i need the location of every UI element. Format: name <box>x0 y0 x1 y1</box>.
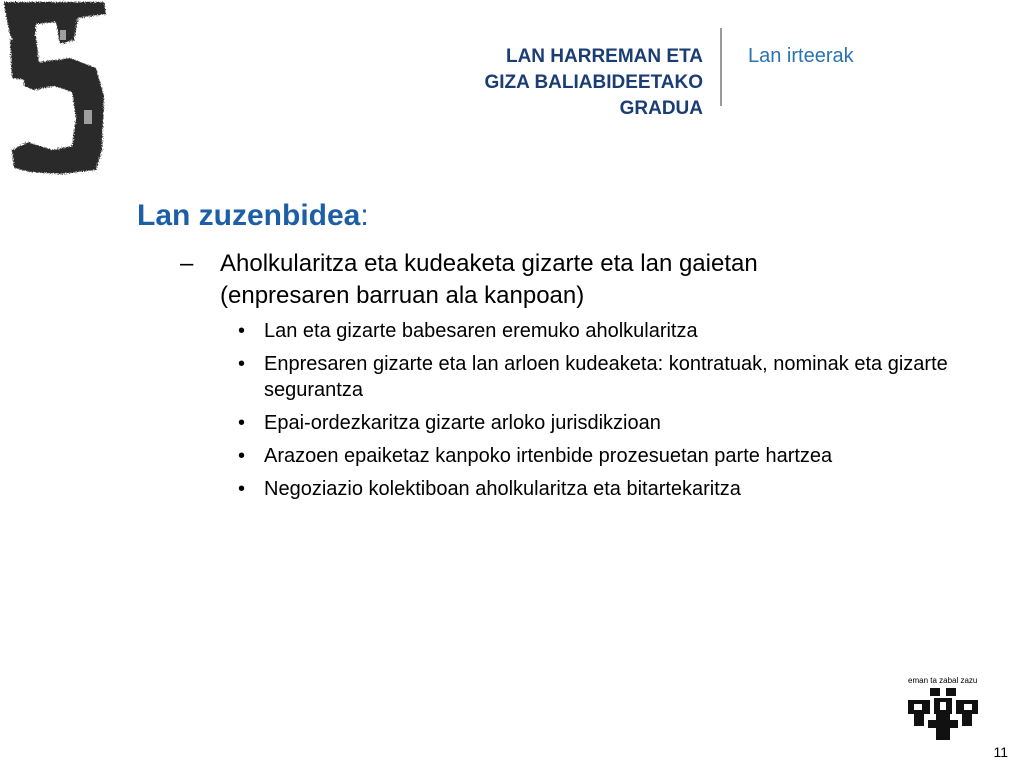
header-divider <box>720 28 722 106</box>
bullet-marker: • <box>238 478 246 500</box>
main-heading-text: Lan zuzenbidea <box>137 199 361 232</box>
dash-marker: – <box>180 250 194 277</box>
bullet-text: Enpresaren gizarte eta lan arloen kudeaketa: kontratuak, nominak eta gizarte segurantza <box>264 353 948 401</box>
bullet-item <box>238 476 958 502</box>
brush-number-five-logo <box>0 0 112 178</box>
bullet-item <box>238 318 958 344</box>
bullet-item <box>238 443 958 469</box>
bullet-marker: • <box>238 412 246 434</box>
bullet-marker: • <box>238 445 246 467</box>
main-heading <box>137 199 369 233</box>
bullet-marker: • <box>238 353 246 375</box>
bullet-text: Negoziazio kolektiboan aholkularitza eta bitartekaritza <box>264 478 741 500</box>
university-tree-logo <box>906 676 980 742</box>
page-number: 11 <box>993 744 1008 760</box>
bullet-item <box>238 410 958 436</box>
university-motto: eman ta zabal zazu <box>908 676 978 685</box>
dash-item-text: Aholkularitza eta kudeaketa gizarte eta lan gaietan (enpresaren barruan ala kanpoan) <box>220 250 758 309</box>
degree-title-line: GIZA BALIABIDEETAKO <box>484 72 703 93</box>
bullet-list <box>238 318 958 509</box>
bullet-text: Epai-ordezkaritza gizarte arloko jurisdikzioan <box>264 412 661 434</box>
bullet-text: Arazoen epaiketaz kanpoko irtenbide prozesuetan parte hartzea <box>264 445 833 467</box>
bullet-marker: • <box>238 320 246 342</box>
degree-title <box>403 44 703 122</box>
degree-title-line: GRADUA <box>619 98 703 119</box>
bullet-item <box>238 351 958 403</box>
degree-title-line: LAN HARREMAN ETA <box>505 46 703 67</box>
bullet-text: Lan eta gizarte babesaren eremuko aholkularitza <box>264 320 698 342</box>
section-label: Lan irteerak <box>748 45 854 67</box>
main-heading-colon: : <box>360 199 369 232</box>
